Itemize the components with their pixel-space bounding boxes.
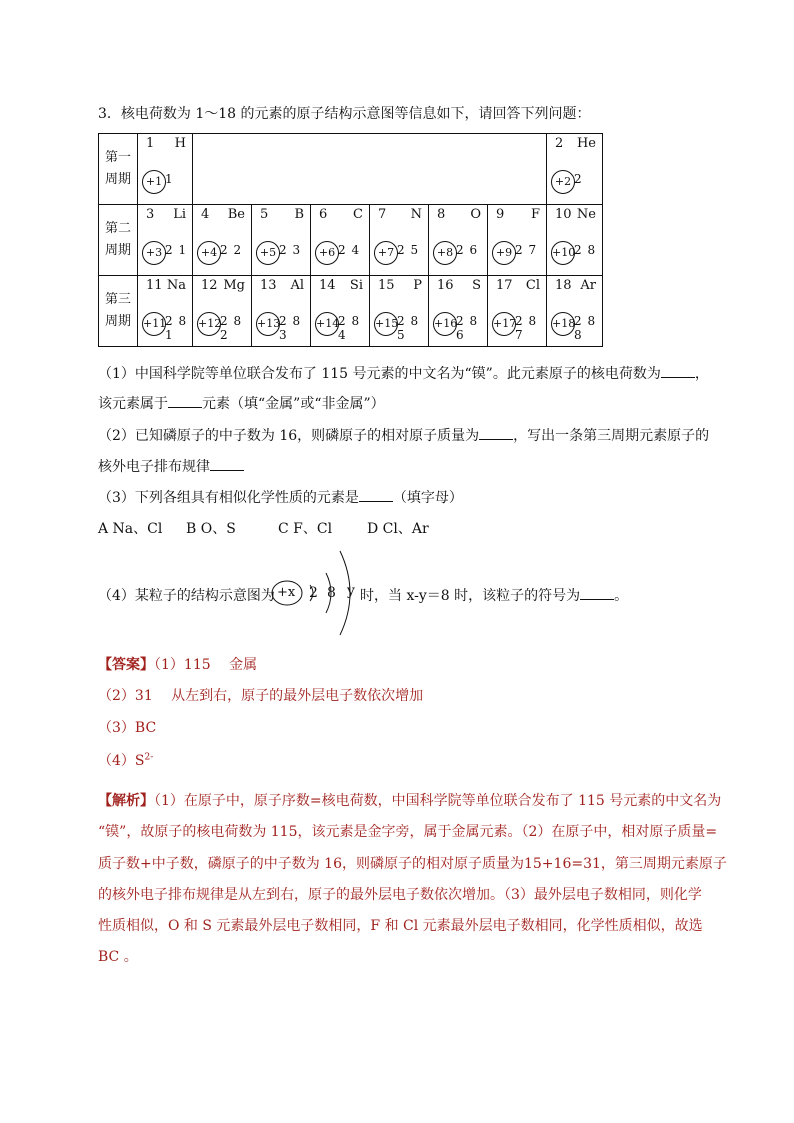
- electron-shells: 2 8 2: [220, 314, 243, 342]
- q4-prefix: （4）某粒子的结构示意图为: [98, 588, 275, 604]
- nucleus-circle: +18: [551, 312, 575, 336]
- answer-blank: [661, 365, 695, 378]
- analysis-line2: “镆”，故原子的核电荷数为 115，该元素是金字旁，属于金属元素。（2）在原子中，相对原子质量=: [98, 824, 718, 840]
- element-cell: [252, 276, 311, 347]
- element-cell: [429, 276, 488, 347]
- element-cell: [193, 205, 252, 276]
- answer-line4: $(4)S^{2-}$: [98, 752, 154, 769]
- answer-line2: （2）31 从左到右，原子的最外层电子数依次增加: [98, 688, 424, 704]
- element-cell: [311, 276, 370, 347]
- element-symbol: Mg: [223, 278, 245, 293]
- nucleus-circle: +11: [142, 312, 166, 336]
- element-symbol: C: [353, 207, 363, 222]
- q4-suffix: 时，当 x-y＝8 时，该粒子的符号为 。: [360, 588, 629, 604]
- analysis-line1: 【解析】（1）在原子中，原子序数=核电荷数，中国科学院等单位联合发布了 115 号元素的中文名为: [98, 793, 722, 809]
- element-cell: [488, 276, 547, 347]
- particle-shell-1: 2: [309, 585, 318, 601]
- nucleus-circle: +14: [315, 312, 339, 336]
- element-cell: [547, 276, 603, 347]
- empty-cell: [193, 134, 547, 205]
- element-symbol: Al: [290, 278, 304, 293]
- nucleus-circle: +5: [256, 241, 280, 265]
- electron-shells: 2 8 6: [456, 314, 479, 342]
- nucleus-circle: +16: [433, 312, 457, 336]
- nucleus-circle: +13: [256, 312, 280, 336]
- atomic-number: 5: [260, 207, 269, 222]
- electron-shells: 2 8 7: [515, 314, 538, 342]
- answer-blank: [168, 395, 202, 408]
- nucleus-circle: +1: [142, 170, 166, 194]
- electron-shells: 2 8: [574, 243, 597, 257]
- element-symbol: Ne: [576, 207, 596, 222]
- analysis-line3: 质子数+中子数，磷原子的中子数为 16，则磷原子的相对原子质量为15+16=31，第三周期元素原子: [98, 856, 727, 872]
- nucleus-circle: +12: [197, 312, 221, 336]
- element-symbol: Li: [173, 207, 186, 222]
- atomic-number: 7: [378, 207, 387, 222]
- answer-label: 【答案】: [98, 657, 154, 673]
- nucleus-circle: +3: [142, 241, 166, 265]
- q2-line2: 核外电子排布规律: [98, 456, 244, 476]
- element-cell: [370, 276, 429, 347]
- period-2-label: 第二 周期: [99, 205, 138, 276]
- element-cell: 2 He +2 2: [547, 134, 603, 205]
- atomic-number: 3: [146, 207, 155, 222]
- answer-blank: [479, 427, 513, 440]
- answer-line3: （3）BC: [98, 720, 157, 736]
- q3-option-d: D Cl、Ar: [367, 521, 429, 537]
- atomic-number: 11: [146, 278, 163, 293]
- nucleus-circle: +15: [374, 312, 398, 336]
- periodic-table: [98, 133, 603, 347]
- atomic-number: 14: [319, 278, 336, 293]
- element-cell: [138, 205, 193, 276]
- nucleus-circle: +6: [315, 241, 339, 265]
- element-symbol: B: [294, 207, 304, 222]
- electron-shells: 2 2: [220, 243, 243, 257]
- element-cell: [429, 205, 488, 276]
- nucleus-circle: +7: [374, 241, 398, 265]
- atomic-number: 4: [201, 207, 210, 222]
- element-symbol: Si: [349, 278, 363, 293]
- question-stem: [98, 103, 591, 123]
- nucleus-circle: +9: [492, 241, 516, 265]
- analysis-line5: 性质相似，O 和 S 元素最外层电子数相同，F 和 Cl 元素最外层电子数相同，化学性质相似，故选: [98, 918, 703, 934]
- element-symbol: Na: [166, 278, 186, 293]
- question-text: 核电荷数为 1～18 的元素的原子结构示意图等信息如下，请回答下列问题：: [120, 106, 591, 122]
- element-cell: 1 H +1 1: [138, 134, 193, 205]
- electron-shells: 2 7: [515, 243, 538, 257]
- electron-shells: 2 8 5: [397, 314, 420, 342]
- atomic-number: 12: [201, 278, 218, 293]
- question-number: 3．: [98, 106, 121, 122]
- particle-shell-3: y: [347, 583, 355, 599]
- nucleus-circle: +10: [551, 241, 575, 265]
- answer-blank: [359, 489, 393, 502]
- element-cell: [138, 276, 193, 347]
- particle-nucleus: +x: [277, 585, 296, 600]
- element-cell: [311, 205, 370, 276]
- answer-blank: [580, 587, 614, 600]
- electron-shells: 2 5: [397, 243, 420, 257]
- nucleus-circle: +17: [492, 312, 516, 336]
- answer-blank: [210, 458, 244, 471]
- atomic-number: 8: [437, 207, 446, 222]
- element-cell: [547, 205, 603, 276]
- atomic-number: 6: [319, 207, 328, 222]
- element-symbol: N: [410, 207, 422, 222]
- nucleus-circle: +8: [433, 241, 457, 265]
- atomic-number: 18: [555, 278, 572, 293]
- q2-line1: （2）已知磷原子的中子数为 16，则磷原子的相对原子质量为 ，写出一条第三周期元素原子的: [98, 428, 710, 444]
- element-symbol: Cl: [525, 278, 540, 293]
- electron-shells: 2 4: [338, 243, 361, 257]
- period-3-label: 第三 周期: [99, 276, 138, 347]
- period-1-label: 第一 周期: [99, 134, 138, 205]
- atomic-number: 16: [437, 278, 454, 293]
- element-symbol: P: [413, 278, 422, 293]
- electron-shells: 2 8 3: [279, 314, 302, 342]
- element-symbol: F: [530, 207, 540, 222]
- element-symbol: O: [470, 207, 481, 222]
- nucleus-circle: +2: [551, 170, 575, 194]
- electron-shells: 2 1: [165, 243, 188, 257]
- element-symbol: Ar: [580, 278, 596, 293]
- electron-shells: 2 6: [456, 243, 479, 257]
- atomic-number: 15: [378, 278, 395, 293]
- element-cell: [193, 276, 252, 347]
- element-cell: [488, 205, 547, 276]
- q1-line1: （1）中国科学院等单位联合发布了 115 号元素的中文名为“镆”。此元素原子的核电荷数为 ，: [98, 366, 709, 382]
- element-symbol: Be: [227, 207, 245, 222]
- particle-shell-2: 8: [327, 585, 336, 601]
- atomic-number: 10: [555, 207, 572, 222]
- element-symbol: S: [472, 278, 481, 293]
- atomic-number: 17: [496, 278, 513, 293]
- electron-shells: 2 8 8: [574, 314, 597, 342]
- electron-shells: 2 3: [279, 243, 302, 257]
- q3-option-b: B O、S: [186, 521, 236, 537]
- atomic-number: 13: [260, 278, 277, 293]
- q3-line: （3）下列各组具有相似化学性质的元素是 （填字母）: [98, 490, 463, 506]
- analysis-line4: 的核外电子排布规律是从左到右，原子的最外层电子数依次增加。（3）最外层电子数相同，则化学: [98, 887, 702, 903]
- analysis-line6: BC 。: [98, 949, 138, 965]
- electron-shells: 2 8 4: [338, 314, 361, 342]
- q3-option-a: A Na、Cl: [98, 521, 163, 537]
- nucleus-circle: +4: [197, 241, 221, 265]
- analysis-label: 【解析】: [98, 793, 154, 809]
- q3-option-c: C F、Cl: [278, 521, 333, 537]
- q1-line2: 该元素属于 元素（填“金属”或“非金属”）: [98, 396, 385, 412]
- element-cell: [252, 205, 311, 276]
- electron-shells: 2 8 1: [165, 314, 188, 342]
- answer-line1: 【答案】（1）115 金属: [98, 657, 258, 673]
- atomic-number: 9: [496, 207, 505, 222]
- element-cell: [370, 205, 429, 276]
